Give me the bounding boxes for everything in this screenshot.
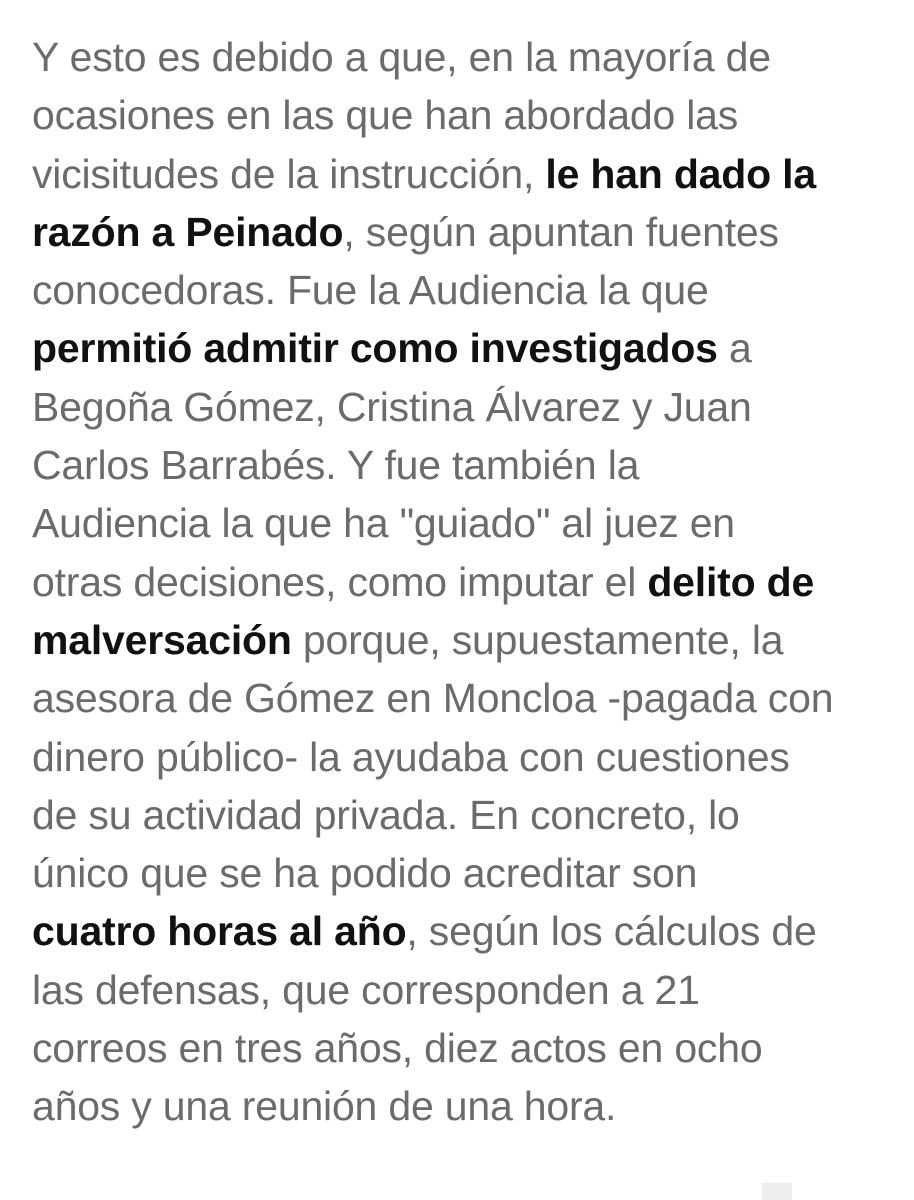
- text-run: a: [717, 325, 752, 372]
- paragraph-line: [32, 728, 902, 786]
- bottom-edge-mark: [762, 1183, 792, 1200]
- paragraph-line: [32, 261, 902, 319]
- text-run: conocedoras. Fue la Audiencia la que: [32, 267, 709, 314]
- text-run: correos en tres años, diez actos en ocho: [32, 1025, 763, 1072]
- text-run: Audiencia la que ha "guiado" al juez en: [32, 500, 735, 547]
- bold-text-run: le han dado la: [545, 150, 816, 197]
- paragraph-line: [32, 203, 902, 261]
- paragraph-line: [32, 494, 902, 552]
- text-run: ocasiones en las que han abordado las: [32, 92, 739, 139]
- paragraph-line: [32, 86, 902, 144]
- paragraph-line: [32, 28, 902, 86]
- text-run: único que se ha podido acreditar son: [32, 850, 698, 897]
- text-run: dinero público- la ayudaba con cuestiones: [32, 733, 790, 780]
- article-paragraph: [32, 28, 902, 1136]
- text-run: , según los cálculos de: [406, 908, 817, 955]
- text-run: años y una reunión de una hora.: [32, 1083, 617, 1130]
- paragraph-line: [32, 1077, 902, 1135]
- text-run: las defensas, que corresponden a 21: [32, 966, 700, 1013]
- paragraph-line: [32, 611, 902, 669]
- text-run: de su actividad privada. En concreto, lo: [32, 791, 740, 838]
- paragraph-line: [32, 1019, 902, 1077]
- paragraph-line: [32, 844, 902, 902]
- paragraph-line: [32, 145, 902, 203]
- text-run: Y esto es debido a que, en la mayoría de: [32, 34, 771, 80]
- text-run: porque, supuestamente, la: [291, 616, 784, 663]
- paragraph-line: [32, 319, 902, 377]
- bold-text-run: cuatro horas al año: [32, 908, 407, 955]
- bold-text-run: permitió admitir como investigados: [32, 325, 718, 372]
- bold-text-run: razón a Peinado: [32, 208, 344, 255]
- paragraph-line: [32, 902, 902, 960]
- bold-text-run: delito de: [647, 558, 815, 605]
- paragraph-line: [32, 786, 902, 844]
- paragraph-line: [32, 961, 902, 1019]
- text-run: otras decisiones, como imputar el: [32, 558, 648, 605]
- text-run: Carlos Barrabés. Y fue también la: [32, 442, 640, 489]
- paragraph-line: [32, 378, 902, 436]
- paragraph-line: [32, 553, 902, 611]
- text-run: asesora de Gómez en Moncloa -pagada con: [32, 675, 834, 722]
- paragraph-line: [32, 436, 902, 494]
- text-run: vicisitudes de la instrucción,: [32, 150, 546, 197]
- bold-text-run: malversación: [32, 616, 292, 663]
- paragraph-line: [32, 669, 902, 727]
- text-run: Begoña Gómez, Cristina Álvarez y Juan: [32, 383, 752, 430]
- text-run: , según apuntan fuentes: [343, 208, 779, 255]
